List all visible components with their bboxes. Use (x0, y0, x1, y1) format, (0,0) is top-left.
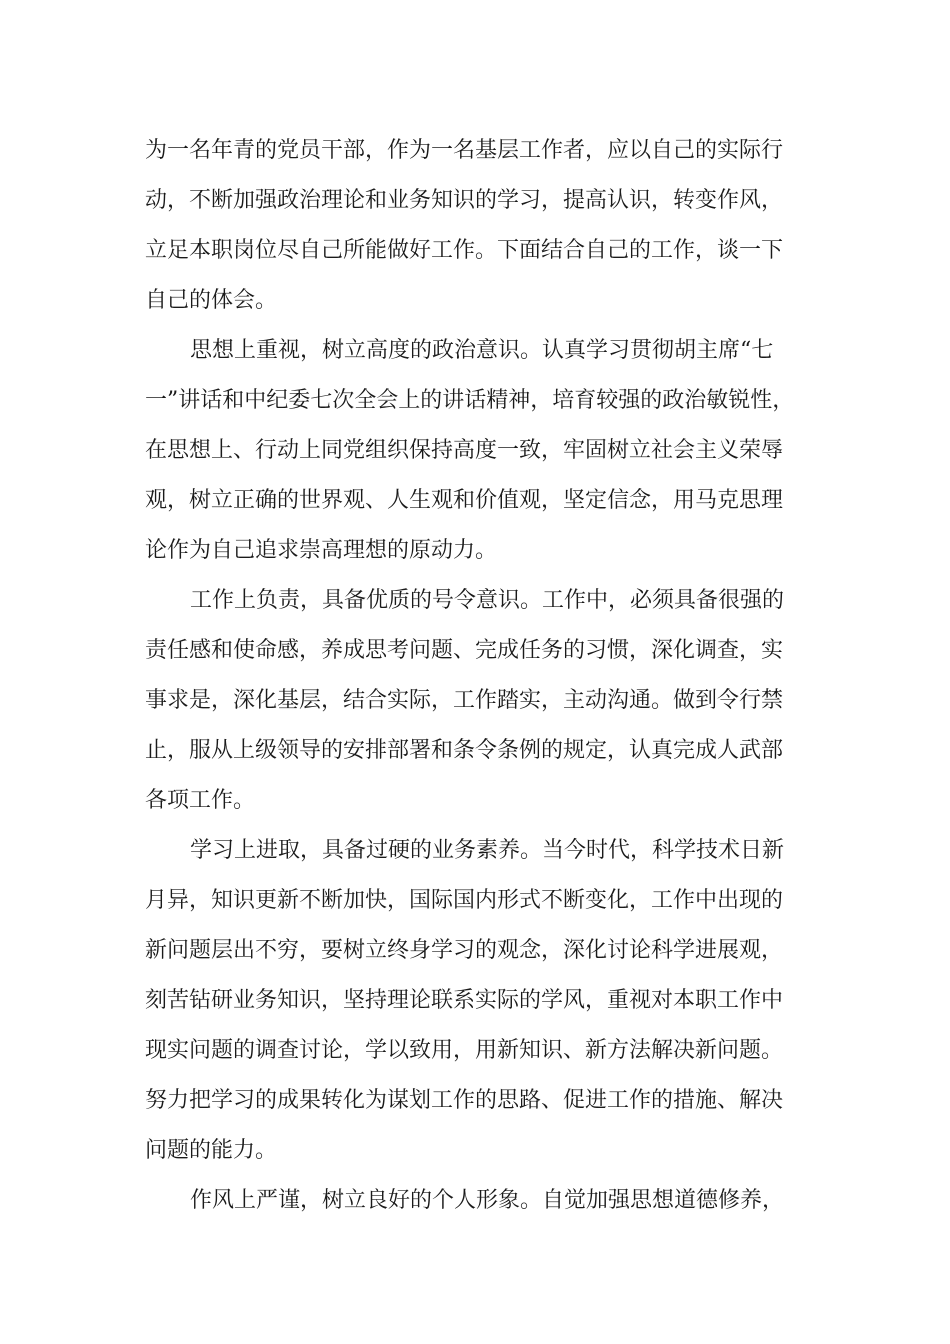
text-line-11: 责任感和使命感，养成思考问题、完成任务的习惯，深化调查，实 (145, 638, 784, 663)
text-line-21: 问题的能力。 (145, 1138, 278, 1163)
paragraph-start-thought: 思想上重视，树立高度的政治意识。认真学习贯彻胡主席“七 (190, 338, 774, 363)
text-line-13: 止，服从上级领导的安排部署和条令条例的规定，认真完成人武部 (145, 738, 784, 763)
text-line-19: 现实问题的调查讨论，学以致用，用新知识、新方法解决新问题。 (145, 1038, 784, 1063)
text-line-4: 自己的体会。 (145, 288, 278, 313)
paragraph-start-study: 学习上进取，具备过硬的业务素养。当今时代，科学技术日新 (190, 838, 785, 863)
paragraph-start-work: 工作上负责，具备优质的号令意识。工作中，必须具备很强的 (190, 588, 785, 613)
text-line-7: 在思想上、行动上同党组织保持高度一致，牢固树立社会主义荣辱 (145, 438, 784, 463)
text-line-18: 刻苦钻研业务知识，坚持理论联系实际的学风，重视对本职工作中 (145, 988, 784, 1013)
text-line-16: 月异，知识更新不断加快，国际国内形式不断变化，工作中出现的 (145, 888, 784, 913)
text-line-1: 为一名年青的党员干部，作为一名基层工作者，应以自己的实际行 (145, 138, 784, 163)
text-line-2: 动，不断加强政治理论和业务知识的学习，提高认识，转变作风， (145, 188, 784, 213)
text-line-9: 论作为自己追求崇高理想的原动力。 (145, 538, 498, 563)
text-line-3: 立足本职岗位尽自己所能做好工作。下面结合自己的工作，谈一下 (145, 238, 784, 263)
text-line-12: 事求是，深化基层，结合实际，工作踏实，主动沟通。做到令行禁 (145, 688, 784, 713)
text-line-14: 各项工作。 (145, 788, 256, 813)
paragraph-start-style: 作风上严谨，树立良好的个人形象。自觉加强思想道德修养， (190, 1188, 785, 1213)
text-line-17: 新问题层出不穷，要树立终身学习的观念，深化讨论科学进展观， (145, 938, 784, 963)
text-line-6: 一”讲话和中纪委七次全会上的讲话精神，培育较强的政治敏锐性， (145, 388, 795, 413)
text-line-20: 努力把学习的成果转化为谋划工作的思路、促进工作的措施、解决 (145, 1088, 784, 1113)
text-line-8: 观，树立正确的世界观、人生观和价值观，坚定信念，用马克思理 (145, 488, 784, 513)
